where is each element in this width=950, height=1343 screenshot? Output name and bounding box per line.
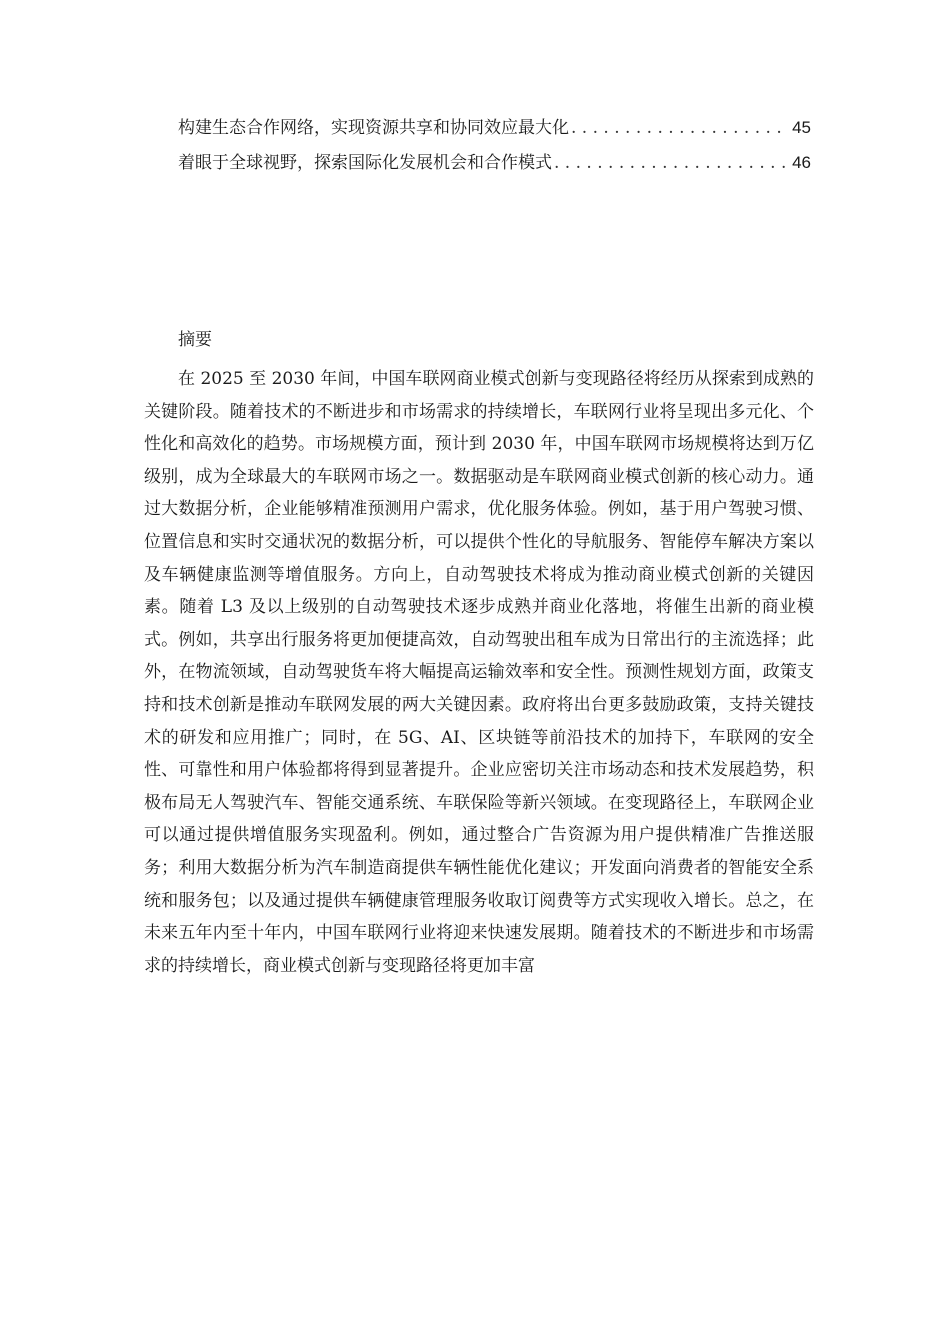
abstract-heading: 摘要: [178, 330, 212, 350]
toc-entry-title: 构建生态合作网络，实现资源共享和协同效应最大化: [178, 118, 569, 138]
toc-entry[interactable]: [178, 110, 811, 145]
toc-entry-title: 着眼于全球视野，探索国际化发展机会和合作模式: [178, 153, 552, 173]
toc-dot-leader: [554, 146, 788, 181]
toc-page-number: 45: [792, 118, 811, 137]
table-of-contents: [178, 110, 811, 180]
abstract-paragraph: 在 2025 至 2030 年间，中国车联网商业模式创新与变现路径将经历从探索到成熟的关键阶段。随着技术的不断进步和市场需求的持续增长，车联网行业将呈现出多元化、个性化和高效化的趋势。市场规模方面，预计到 2030 年，中国车联网市场规模将达到万亿级别，成为全球最大的车联网市场之一。数据驱动是车联网商业模式创新的核心动力。通过大数据分析，企业能够精准预测用户需求，优化服务体验。例如，基于用户驾驶习惯、位置信息和实时交通状况的数据分析，可以提供个性化的导航服务、智能停车解决方案以及车辆健康监测等增值服务。方向上，自动驾驶技术将成为推动商业模式创新的关键因素。随着 L3 及以上级别的自动驾驶技术逐步成熟并商业化落地，将催生出新的商业模式。例如，共享出行服务将更加便捷高效，自动驾驶出租车成为日常出行的主流选择；此外，在物流领域，自动驾驶货车将大幅提高运输效率和安全性。预测性规划方面，政策支持和技术创新是推动车联网发展的两大关键因素。政府将出台更多鼓励政策，支持关键技术的研发和应用推广；同时，在 5G、AI、区块链等前沿技术的加持下，车联网的安全性、可靠性和用户体验都将得到显著提升。企业应密切关注市场动态和技术发展趋势，积极布局无人驾驶汽车、智能交通系统、车联保险等新兴领域。在变现路径上，车联网企业可以通过提供增值服务实现盈利。例如，通过整合广告资源为用户提供精准广告推送服务；利用大数据分析为汽车制造商提供车辆性能优化建议；开发面向消费者的智能安全系统和服务包；以及通过提供车辆健康管理服务收取订阅费等方式实现收入增长。总之，在未来五年内至十年内，中国车联网行业将迎来快速发展期。随着技术的不断进步和市场需求的持续增长，商业模式创新与变现路径将更加丰富: [144, 369, 814, 976]
toc-page-number: 46: [792, 153, 811, 172]
toc-entry[interactable]: [178, 145, 811, 180]
toc-dot-leader: [571, 111, 788, 146]
